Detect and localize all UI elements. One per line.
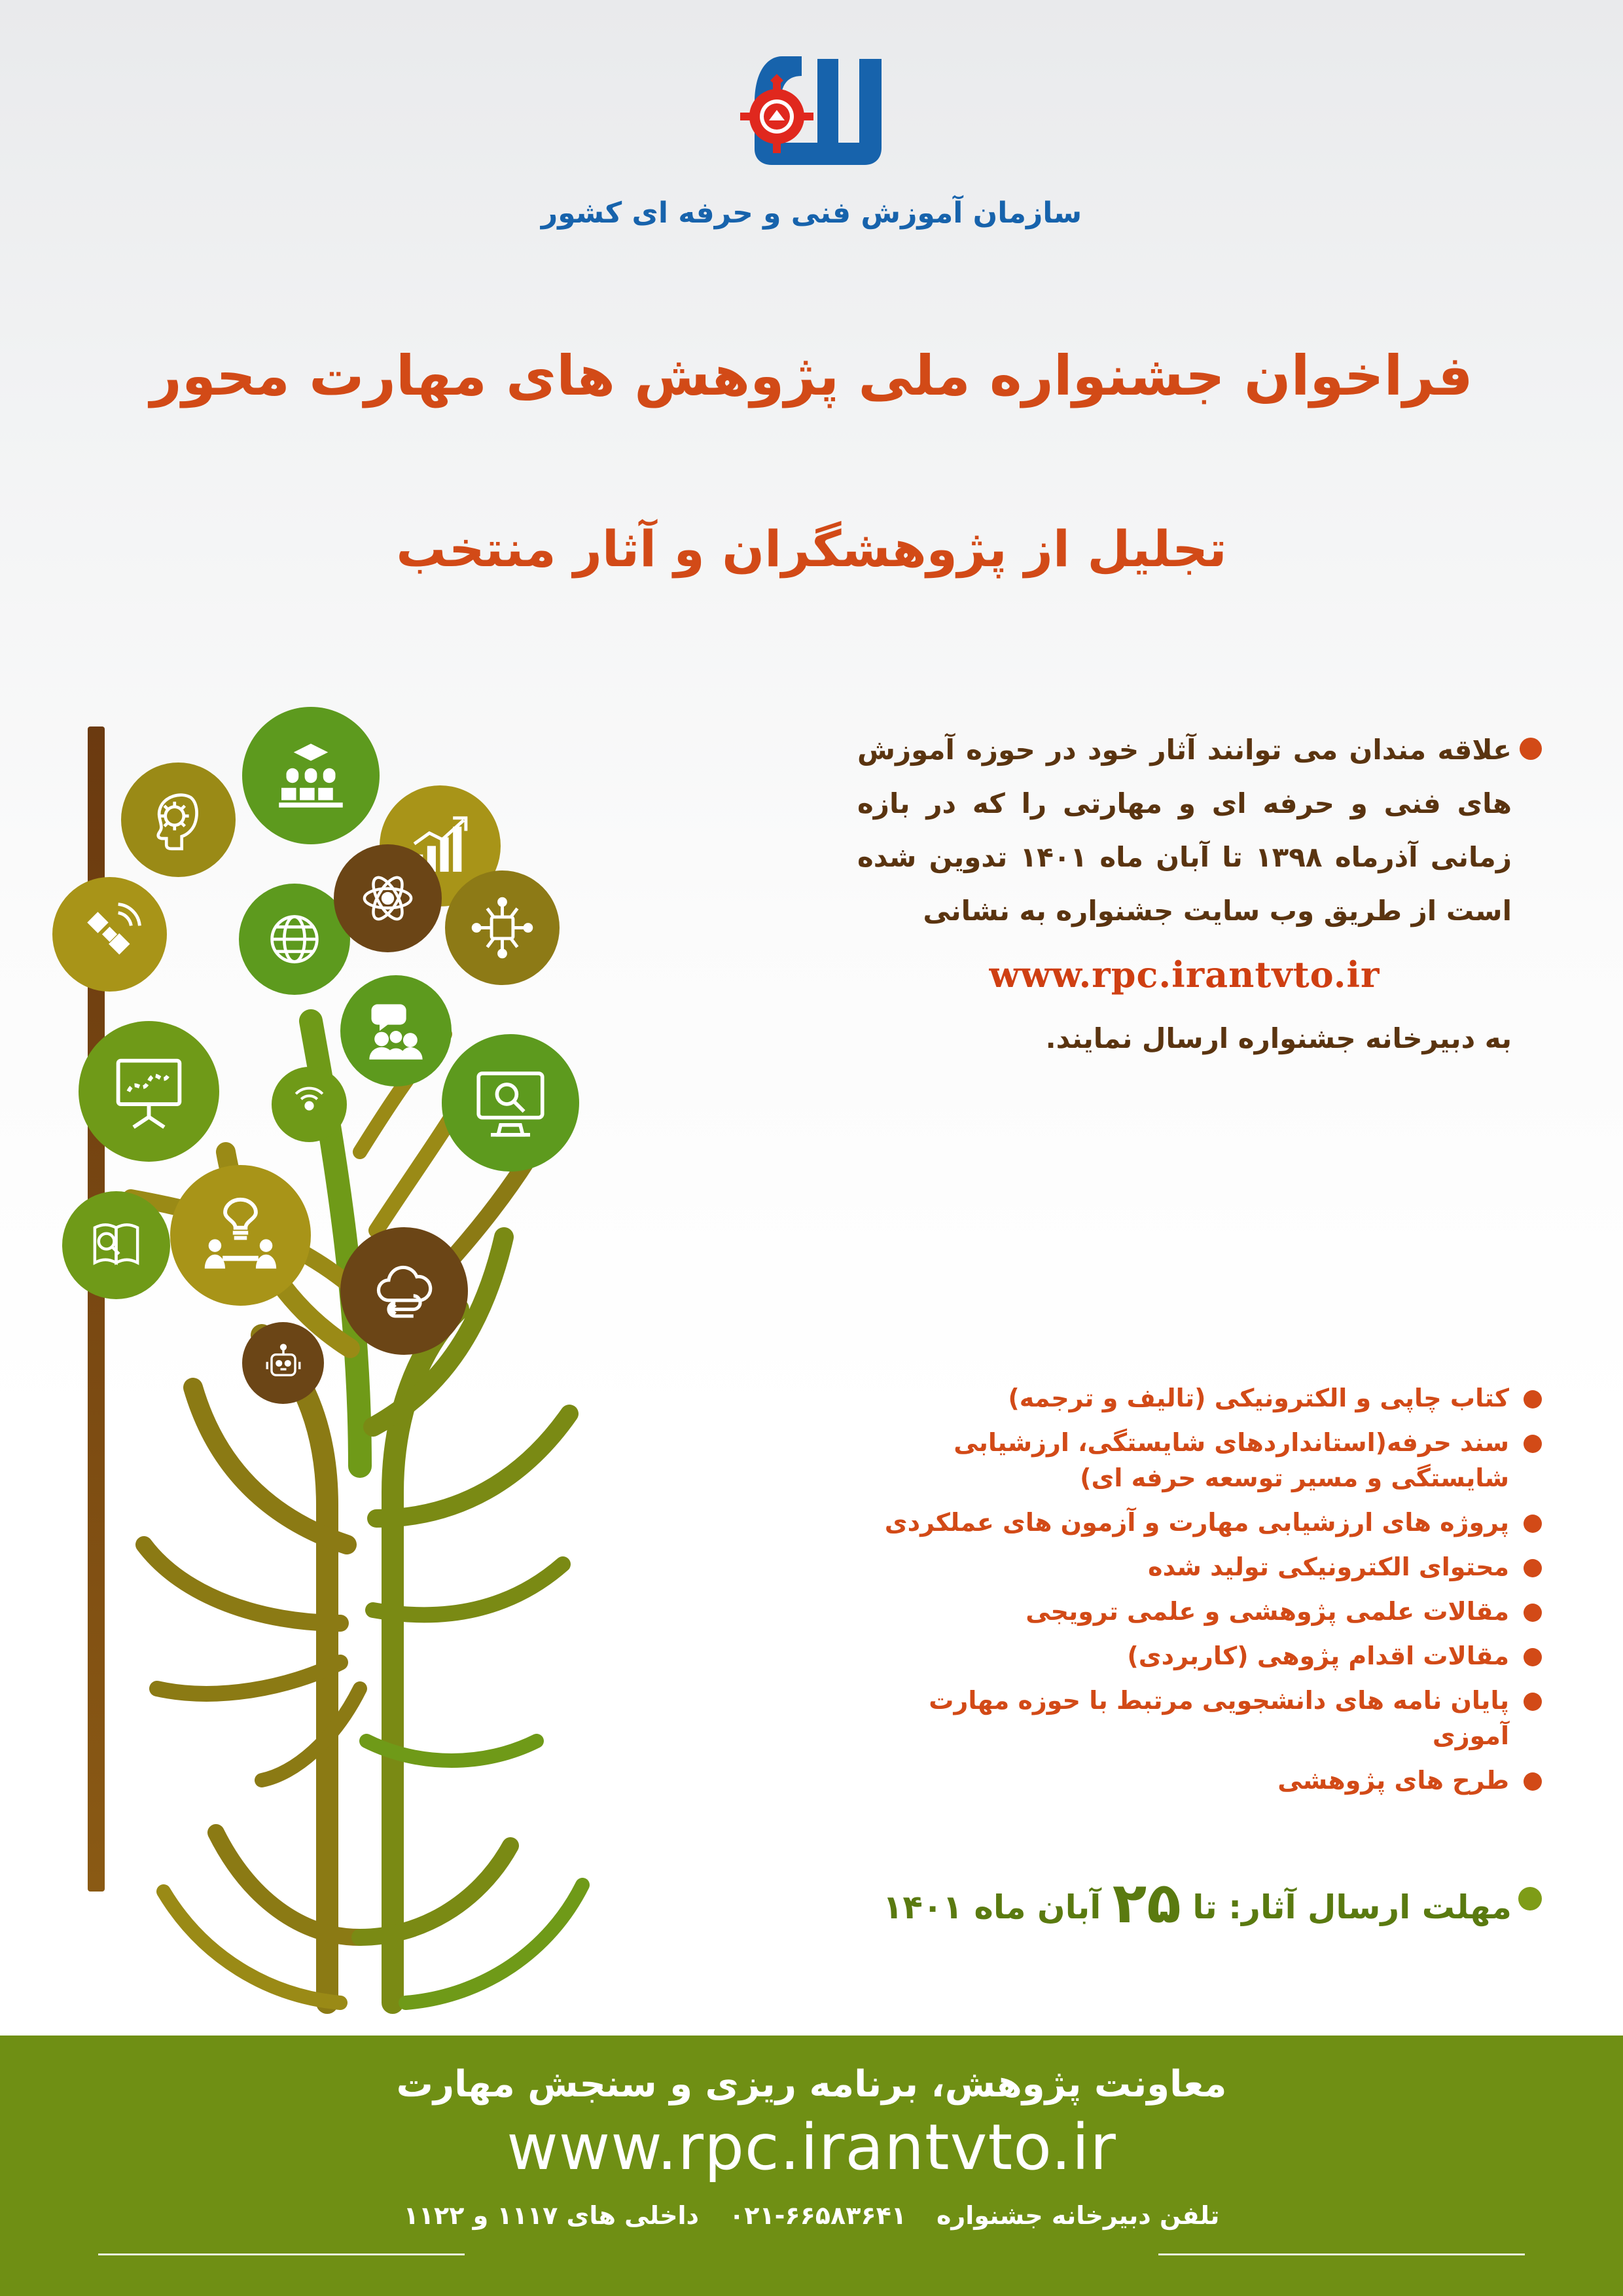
footer-divider-left — [98, 2253, 465, 2255]
page-title: فراخوان جشنواره ملی پژوهش های مهارت محور — [150, 344, 1473, 408]
robot-icon — [242, 1322, 324, 1404]
atom-icon — [334, 844, 442, 952]
footer-divider-right — [1158, 2253, 1525, 2255]
list-item-label: مقالات اقدام پژوهی (کاربردی) — [1127, 1641, 1509, 1670]
call-paragraph — [857, 723, 1512, 1066]
chat-group-icon — [340, 975, 452, 1086]
list-item — [857, 1639, 1512, 1674]
submission-categories-list — [857, 1381, 1512, 1808]
footer-contact-row — [0, 2201, 1623, 2230]
circuit-chip-icon — [445, 870, 560, 985]
list-bullet-icon — [1524, 1515, 1542, 1533]
org-logo-icon — [704, 39, 919, 190]
deadline-suffix: آبان ماه ۱۴۰۱ — [882, 1888, 1101, 1926]
organization-name: سازمان آموزش فنی و حرفه ای کشور — [541, 196, 1082, 230]
list-item-label: محتوای الکترونیکی تولید شده — [1148, 1552, 1509, 1581]
deadline-prefix: مهلت ارسال آثار: تا — [1192, 1888, 1512, 1926]
organization-logo-block — [0, 39, 1623, 230]
call-for-papers-block — [857, 723, 1512, 1066]
list-item-label: طرح های پژوهشی — [1277, 1765, 1509, 1795]
paragraph-text: علاقه مندان می توانند آثار خود در حوزه آموزش های فنی و حرفه ای و مهارتی را که در بازه زمانی آذرماه ۱۳۹۸ تا آبان ماه ۱۴۰۱ تدوین شده است از طریق وب سایت جشنواره به نشانی — [857, 734, 1512, 927]
list-item — [857, 1763, 1512, 1799]
list-bullet-icon — [1524, 1648, 1542, 1666]
footer — [0, 2036, 1623, 2296]
cloud-sync-icon — [340, 1227, 468, 1355]
list-item — [857, 1426, 1512, 1496]
paragraph-bullet-dot — [1520, 738, 1542, 760]
list-item — [857, 1594, 1512, 1630]
list-item — [857, 1550, 1512, 1585]
footer-department: معاونت پژوهش، برنامه ریزی و سنجش مهارت — [396, 2063, 1227, 2106]
list-bullet-icon — [1524, 1390, 1542, 1408]
list-bullet-icon — [1524, 1693, 1542, 1711]
list-item — [857, 1683, 1512, 1754]
presentation-board-icon — [79, 1021, 219, 1162]
footer-extension-label: داخلی های ۱۱۱۷ و ۱۱۲۲ — [403, 2201, 700, 2230]
deadline-day: ۲۵ — [1112, 1871, 1181, 1936]
list-item-label: پایان نامه های دانشجویی مرتبط با حوزه مهارت آموزی — [929, 1685, 1509, 1750]
list-bullet-icon — [1524, 1435, 1542, 1453]
classroom-icon — [242, 707, 380, 844]
list-bullet-icon — [1524, 1559, 1542, 1577]
knowledge-tree-illustration — [52, 694, 929, 2016]
footer-phone-number: ۰۲۱-۶۶۵۸۳۶۴۱ — [729, 2201, 906, 2230]
list-item-label: پروژه های ارزشیابی مهارت و آزمون های عملکردی — [884, 1507, 1509, 1537]
list-bullet-icon — [1524, 1772, 1542, 1791]
deadline-bullet-icon — [1518, 1887, 1542, 1910]
meeting-idea-icon — [170, 1165, 311, 1306]
list-bullet-icon — [1524, 1604, 1542, 1622]
computer-search-icon — [442, 1034, 579, 1172]
list-item-label: سند حرفه(استانداردهای شایستگی، ارزشیابی شایستگی و مسیر توسعه حرفه ای) — [954, 1427, 1509, 1492]
submission-deadline — [851, 1869, 1512, 1939]
satellite-icon — [52, 877, 167, 992]
paragraph-closing: به دبیرخانه جشنواره ارسال نمایند. — [1045, 1022, 1512, 1054]
festival-website-link[interactable]: www.rpc.irantvto.ir — [989, 953, 1380, 996]
list-item-label: کتاب چاپی و الکترونیکی (تالیف و ترجمه) — [1008, 1384, 1509, 1412]
list-item — [857, 1505, 1512, 1541]
footer-phone-label: تلفن دبیرخانه جشنواره — [936, 2201, 1220, 2230]
page-subtitle: تجلیل از پژوهشگران و آثار منتخب — [396, 520, 1227, 578]
list-item — [857, 1381, 1512, 1416]
list-item-label: مقالات علمی پژوهشی و علمی ترویجی — [1026, 1596, 1509, 1626]
wifi-signal-icon — [272, 1067, 347, 1142]
footer-website-link[interactable]: www.rpc.irantvto.ir — [507, 2111, 1116, 2184]
gear-head-icon — [121, 762, 236, 877]
book-search-icon — [62, 1191, 170, 1299]
